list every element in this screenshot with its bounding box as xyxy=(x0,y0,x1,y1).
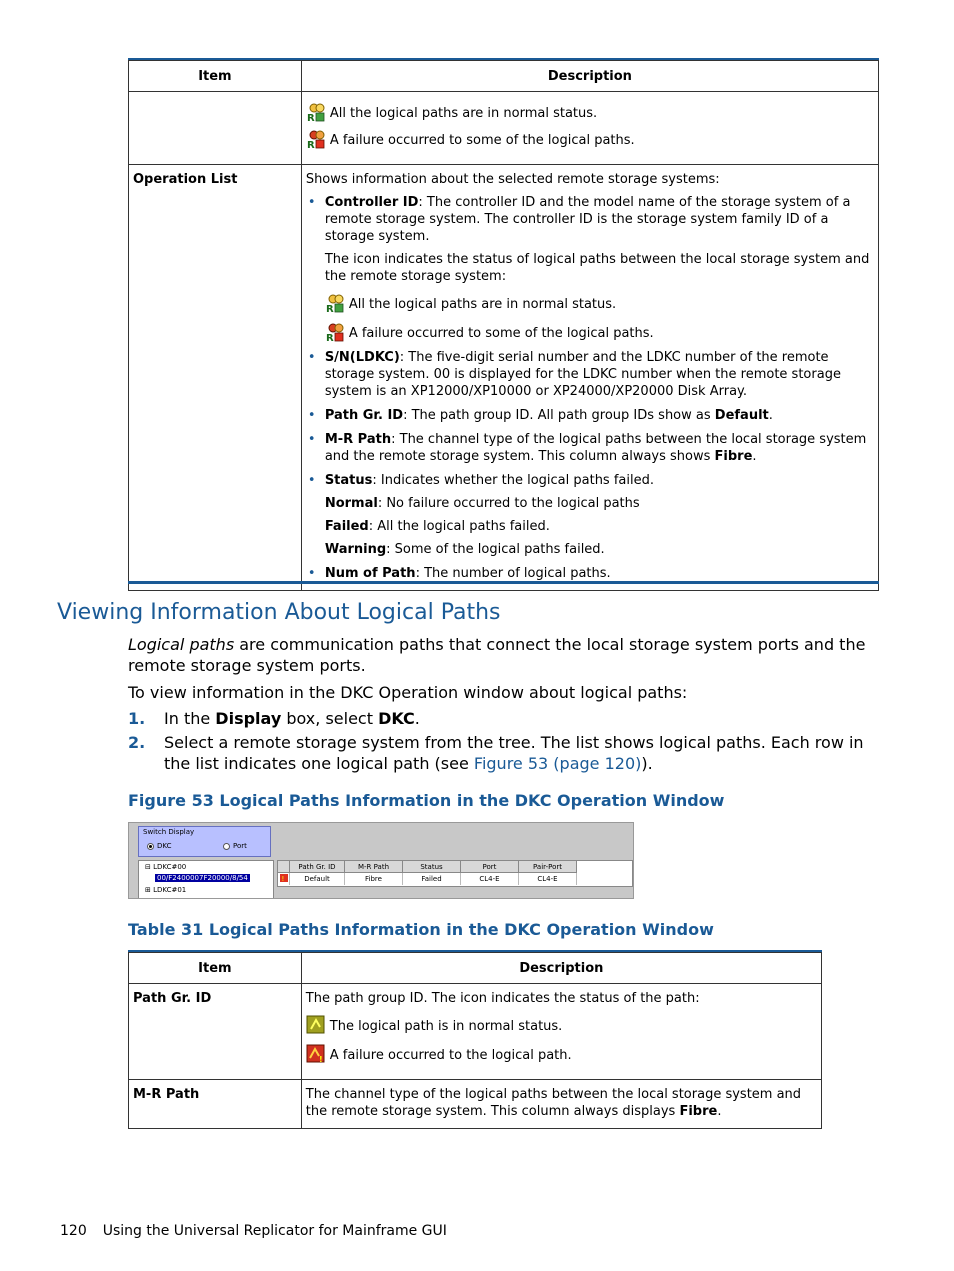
list-cell: Failed xyxy=(403,873,461,885)
list-cell: CL4-E xyxy=(461,873,519,885)
rc-normal-icon xyxy=(306,102,326,122)
step-1-display: Display xyxy=(215,709,282,728)
table2 xyxy=(128,952,822,1129)
page-footer xyxy=(60,1223,447,1239)
step-1-dkc: DKC xyxy=(378,709,415,728)
list-header-row xyxy=(278,861,632,873)
warning-desc: : Some of the logical paths failed. xyxy=(386,542,605,557)
operation-list-intro: Shows information about the selected remote storage systems: xyxy=(305,172,720,187)
rc-failure-icon xyxy=(325,322,345,342)
controller-icon-text: The icon indicates the status of logical paths between the local storage system and the remote storage system: xyxy=(324,252,870,284)
table-row xyxy=(129,165,879,591)
table1-header-description: Description xyxy=(301,61,878,92)
step-1-text-e: . xyxy=(414,709,420,728)
controller-id-text: : The controller ID and the model name of the storage system of a remote storage system. The controller ID is the storage system family ID of a storage system. xyxy=(324,195,851,244)
radio-port[interactable] xyxy=(223,842,247,850)
step-1 xyxy=(128,708,888,729)
tree-node-selected[interactable] xyxy=(155,874,250,882)
table-row xyxy=(129,984,822,1080)
figure-53-link[interactable]: Figure 53 (page 120) xyxy=(473,754,642,773)
list-header-cell[interactable]: Port xyxy=(461,861,519,873)
warning-label: Warning xyxy=(324,542,387,557)
svg-text:R: R xyxy=(306,140,315,149)
path-gr-id-label: Path Gr. ID xyxy=(324,408,404,423)
figure-53-screenshot xyxy=(128,822,634,899)
list-cell: Default xyxy=(290,873,345,885)
status-normal-text: The logical path is in normal status. xyxy=(329,1019,563,1034)
table2-row1-description xyxy=(301,1080,821,1129)
table1-row0-description xyxy=(301,92,878,165)
status-failure-line xyxy=(325,322,874,342)
status-label: Status xyxy=(324,473,373,488)
path-gr-id-text: : The path group ID. All path group IDs show as xyxy=(403,408,715,423)
svg-text:R: R xyxy=(325,304,334,313)
table1-row1-description xyxy=(301,165,878,591)
path-gr-intro: The path group ID. The icon indicates the status of the path: xyxy=(305,991,700,1006)
status-normal-def xyxy=(325,495,874,512)
list-cell: CL4-E xyxy=(519,873,577,885)
list-item[interactable] xyxy=(278,873,632,885)
table2-row0-description xyxy=(301,984,821,1080)
path-failure-small-icon xyxy=(278,873,290,885)
step-2-number: 2. xyxy=(128,733,146,752)
status-failed-def xyxy=(325,518,874,535)
operation-list-bullets xyxy=(306,194,874,582)
radio-port-label: Port xyxy=(233,842,247,850)
sn-ldkc-label: S/N(LDKC) xyxy=(324,350,400,365)
section-para1 xyxy=(128,634,888,676)
list-header-cell[interactable]: Path Gr. ID xyxy=(290,861,345,873)
figure-caption: Figure 53 Logical Paths Information in the DKC Operation Window xyxy=(128,791,725,810)
path-normal-icon xyxy=(306,1015,326,1035)
list-item xyxy=(306,565,874,582)
step-1-text-c: box, select xyxy=(281,709,379,728)
list-cell: Fibre xyxy=(345,873,403,885)
table-row xyxy=(129,1080,822,1129)
table1-row0-item xyxy=(129,92,302,165)
para1-emphasis: Logical paths xyxy=(128,635,235,654)
radio-dkc-label: DKC xyxy=(157,842,172,850)
list-item: • Path Gr. ID: The path group ID. All path group IDs show as Default. xyxy=(306,407,874,424)
table1 xyxy=(128,60,879,591)
section-para2: To view information in the DKC Operation window about logical paths: xyxy=(128,683,688,702)
procedure-steps xyxy=(128,708,888,777)
table1-row1-item: Operation List xyxy=(129,165,302,591)
normal-desc: : No failure occurred to the logical paths xyxy=(377,496,640,511)
status-failure-text: A failure occurred to some of the logical paths. xyxy=(348,326,654,341)
radio-dkc[interactable] xyxy=(147,842,172,850)
status-normal-line xyxy=(306,102,874,122)
list-item xyxy=(306,194,874,342)
sn-ldkc-text: : The five-digit serial number and the LDKC number of the remote storage system. 00 is displayed for the LDKC number when the remote storage system is an XP12000/XP10000 or XP24000/XP20000 Disk Array. xyxy=(324,350,841,399)
footer-text: Using the Universal Replicator for Mainframe GUI xyxy=(102,1223,447,1239)
radio-port-icon xyxy=(223,843,230,850)
list-item: • M-R Path: The channel type of the logical paths between the local storage system and the remote storage system. This column always shows Fibre. xyxy=(306,431,874,465)
tree-node-ldkc00[interactable]: ⊟ LDKC#00 xyxy=(145,863,187,871)
table1-bottom-rule xyxy=(128,581,879,584)
status-failure-text: A failure occurred to the logical path. xyxy=(329,1048,572,1063)
mr-path-text: : The channel type of the logical paths between the local storage system and the remote storage system. This column always shows xyxy=(324,432,867,464)
step-2-text-a: Select a remote storage system from the tree. The list shows logical paths. Each row in the list indicates one logical path (see xyxy=(164,733,864,773)
mr-path-label: M-R Path xyxy=(324,432,392,447)
table1-header-row xyxy=(129,61,879,92)
svg-text:R: R xyxy=(325,333,334,342)
controller-id-label: Controller ID xyxy=(324,195,419,210)
path-gr-default: Default xyxy=(714,408,769,423)
tree-node-ldkc00-label: LDKC#00 xyxy=(153,863,187,871)
path-failure-icon xyxy=(306,1044,326,1064)
list-item xyxy=(306,349,874,400)
num-of-path-text: : The number of logical paths. xyxy=(415,566,611,581)
table2-row0-item: Path Gr. ID xyxy=(129,984,302,1080)
status-text: : Indicates whether the logical paths failed. xyxy=(372,473,654,488)
switch-display-panel xyxy=(138,826,271,857)
radio-dkc-selected-icon xyxy=(147,843,154,850)
svg-text:R: R xyxy=(306,113,315,122)
step-1-number: 1. xyxy=(128,709,146,728)
rc-normal-icon xyxy=(325,293,345,313)
status-failure-line xyxy=(306,129,874,149)
table-caption: Table 31 Logical Paths Information in the DKC Operation Window xyxy=(128,920,714,939)
rc-failure-icon xyxy=(306,129,326,149)
failed-desc: : All the logical paths failed. xyxy=(368,519,550,534)
status-warning-def xyxy=(325,541,874,558)
tree-node-ldkc01-label: LDKC#01 xyxy=(153,886,187,894)
tree-node-selected-label: 00/F2400007F20000/8/54 xyxy=(157,874,248,882)
status-normal-line xyxy=(306,1015,817,1035)
section-heading: Viewing Information About Logical Paths xyxy=(57,600,501,625)
table1-header-item: Item xyxy=(129,61,302,92)
step-2-text-b: ). xyxy=(641,754,653,773)
status-normal-text: All the logical paths are in normal status. xyxy=(329,106,598,121)
tree-node-ldkc01[interactable]: ⊞ LDKC#01 xyxy=(145,886,187,894)
status-normal-text: All the logical paths are in normal status. xyxy=(348,297,617,312)
page-number: 120 xyxy=(60,1223,87,1239)
table-row xyxy=(129,92,879,165)
svg-text:!: ! xyxy=(281,875,284,883)
mr-path-fibre: Fibre xyxy=(679,1104,718,1119)
list-header-spacer xyxy=(278,861,290,873)
switch-display-label: Switch Display xyxy=(143,828,195,836)
mr-path-desc: The channel type of the logical paths between the local storage system and the remote storage system. This column always displays xyxy=(305,1087,802,1119)
num-of-path-label: Num of Path xyxy=(324,566,416,581)
svg-text:!: ! xyxy=(318,1055,323,1064)
list-header-cell[interactable]: Status xyxy=(403,861,461,873)
table2-header-row xyxy=(129,953,822,984)
mr-path-end: . xyxy=(717,1104,722,1119)
logical-path-list xyxy=(277,860,633,887)
table2-header-item: Item xyxy=(129,953,302,984)
failed-label: Failed xyxy=(324,519,369,534)
step-1-text-a: In the xyxy=(164,709,216,728)
status-failure-line xyxy=(306,1044,817,1064)
step-2 xyxy=(128,732,888,774)
table2-row1-item: M-R Path xyxy=(129,1080,302,1129)
status-normal-line xyxy=(325,293,874,313)
mr-path-fibre: Fibre xyxy=(714,449,753,464)
list-header-cell[interactable]: M-R Path xyxy=(345,861,403,873)
normal-label: Normal xyxy=(324,496,378,511)
list-item xyxy=(306,472,874,558)
list-header-cell[interactable]: Pair-Port xyxy=(519,861,577,873)
status-failure-text: A failure occurred to some of the logical paths. xyxy=(329,133,635,148)
para1-text: are communication paths that connect the local storage system ports and the remote storage system ports. xyxy=(128,635,866,675)
table2-header-description: Description xyxy=(301,953,821,984)
storage-tree xyxy=(138,860,274,899)
